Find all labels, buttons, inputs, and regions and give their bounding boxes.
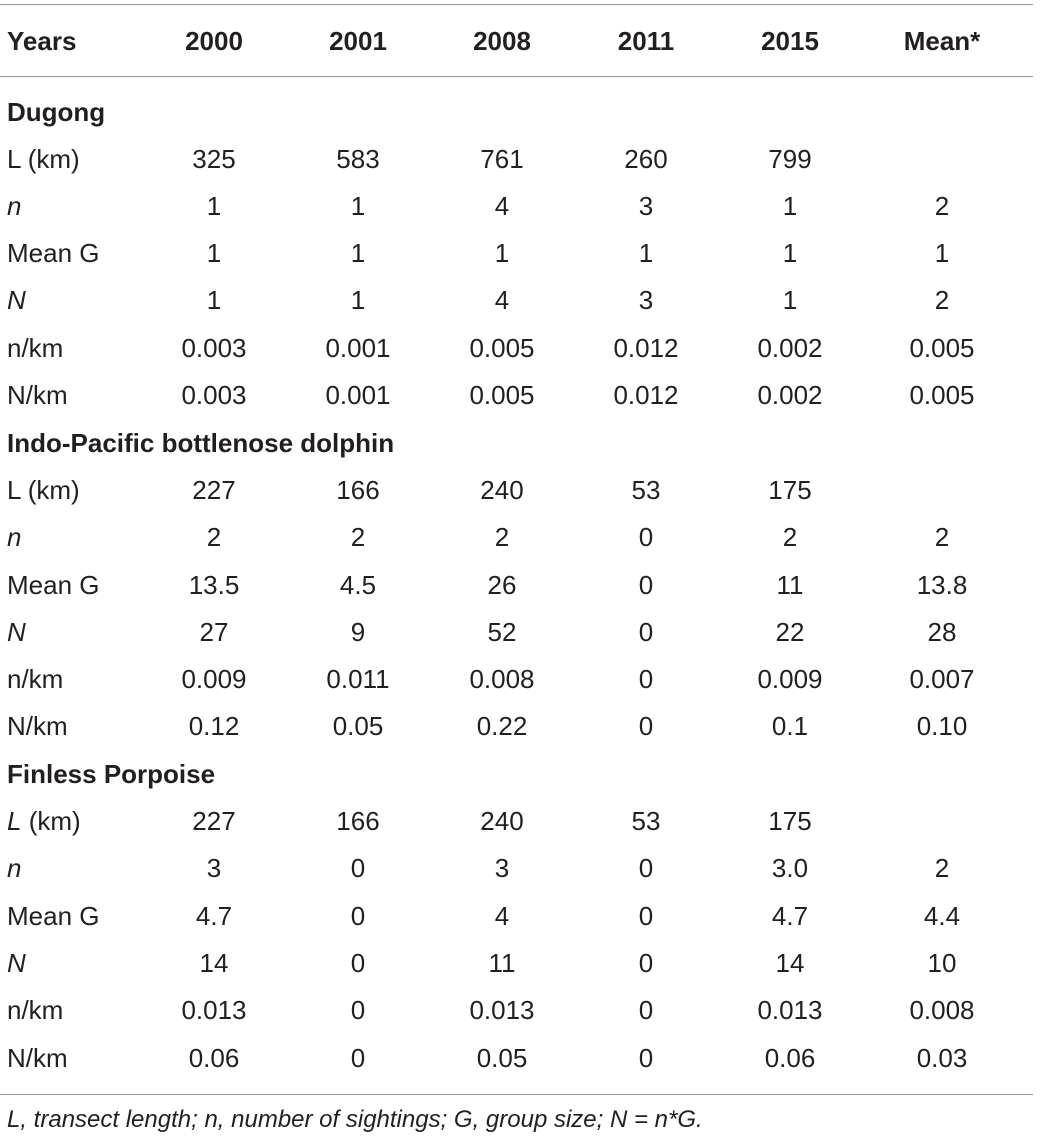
section-title-row [0, 751, 1033, 798]
header-mean: Mean* [903, 26, 981, 56]
table-cell: 0.013 [469, 995, 535, 1025]
section-title: Indo-Pacific bottlenose dolphin [7, 428, 395, 458]
table-cell: 0.22 [476, 711, 528, 741]
table-cell: 13.5 [188, 570, 240, 600]
table-cell: 583 [336, 144, 380, 174]
table-cell: 166 [336, 475, 380, 505]
table-cell: 0.005 [909, 333, 975, 363]
table-row [0, 325, 1033, 372]
table-cell: 0 [638, 617, 654, 647]
table-footnote: L, transect length; n, number of sightings; G, group size; N = n*G. [7, 1106, 703, 1133]
row-label: n/km [7, 995, 64, 1025]
row-label: Mean G [7, 570, 100, 600]
row-label: Mean G [7, 901, 100, 931]
table-cell: 1 [782, 191, 798, 221]
table-cell: 1 [782, 238, 798, 268]
table-cell: 3 [638, 285, 654, 315]
table-cell [872, 136, 1012, 183]
table-cell: 2 [350, 522, 366, 552]
table-cell: 0.06 [188, 1043, 240, 1073]
table-row [0, 940, 1033, 987]
table-cell: 3.0 [771, 853, 809, 883]
table-cell: 0.007 [909, 664, 975, 694]
table-cell: 0.003 [181, 333, 247, 363]
table-cell: 0.011 [326, 664, 390, 694]
table-cell: 0.002 [757, 333, 823, 363]
section-title-row [0, 89, 1033, 136]
table-cell: 1 [782, 285, 798, 315]
table-row [0, 798, 1033, 845]
table-cell: 2 [206, 522, 222, 552]
row-label: N [7, 948, 26, 978]
table-cell: 0.12 [188, 711, 240, 741]
table-cell: 4.4 [923, 901, 961, 931]
header-rule [0, 76, 1033, 77]
table-row [0, 845, 1033, 892]
table-cell: 1 [934, 238, 950, 268]
table-cell: 0.001 [325, 333, 391, 363]
table-cell: 0.008 [469, 664, 535, 694]
table-cell: 1 [206, 238, 222, 268]
table-cell: 0 [350, 853, 366, 883]
table-cell: 22 [775, 617, 805, 647]
section-title: Dugong [7, 97, 106, 127]
header-2001: 2001 [329, 26, 387, 56]
table-cell: 3 [206, 853, 222, 883]
row-label-symbol: L [7, 806, 22, 836]
table-row [0, 562, 1033, 609]
table-cell: 166 [336, 806, 380, 836]
table-cell: 3 [494, 853, 510, 883]
table-cell: 0.05 [476, 1043, 528, 1073]
table-cell: 2 [934, 191, 950, 221]
table-row [0, 372, 1033, 419]
table-cell: 1 [350, 191, 366, 221]
table-cell: 227 [192, 475, 236, 505]
table-cell: 175 [768, 806, 812, 836]
section-title-row [0, 420, 1033, 467]
table-cell: 761 [480, 144, 524, 174]
table-cell: 175 [768, 475, 812, 505]
table-cell: 1 [206, 191, 222, 221]
row-label: n [7, 522, 22, 552]
table-row [0, 1035, 1033, 1082]
table-cell: 240 [480, 475, 524, 505]
table-cell: 0 [638, 522, 654, 552]
table-cell: 0.1 [771, 711, 809, 741]
row-label: N/km [7, 1043, 68, 1073]
table-cell: 4.7 [195, 901, 233, 931]
table-cell [872, 798, 1012, 845]
table-cell: 799 [768, 144, 812, 174]
table-row [0, 467, 1033, 514]
table-cell: 28 [927, 617, 957, 647]
row-label: n [7, 191, 22, 221]
table-cell: 2 [494, 522, 510, 552]
bottom-rule [0, 1094, 1033, 1095]
table-cell: 0 [350, 995, 366, 1025]
header-2011: 2011 [617, 26, 675, 56]
table-cell: 0.009 [757, 664, 823, 694]
table-cell: 0 [638, 901, 654, 931]
table-cell: 0 [638, 664, 654, 694]
table-cell: 0.013 [757, 995, 823, 1025]
row-label: n/km [7, 333, 64, 363]
table-cell: 2 [934, 853, 950, 883]
table-cell: 52 [487, 617, 517, 647]
table-cell: 4 [494, 285, 510, 315]
table-cell: 14 [199, 948, 229, 978]
table-cell: 0 [350, 901, 366, 931]
table-cell: 0 [638, 995, 654, 1025]
row-label-unit: (km) [21, 806, 81, 836]
table-cell: 0 [638, 711, 654, 741]
table-row [0, 514, 1033, 561]
table-cell: 0.03 [916, 1043, 968, 1073]
row-label: N [7, 285, 26, 315]
table-cell: 0 [350, 1043, 366, 1073]
row-label [7, 798, 81, 845]
table-row [0, 656, 1033, 703]
table-cell: 1 [494, 238, 510, 268]
top-rule [0, 4, 1033, 5]
row-label: L (km) [7, 475, 80, 505]
header-2015: 2015 [761, 26, 819, 56]
table-cell: 0 [638, 570, 654, 600]
table-cell: 0 [638, 853, 654, 883]
table-row [0, 609, 1033, 656]
table-cell: 260 [624, 144, 668, 174]
table-row [0, 230, 1033, 277]
table-cell: 240 [480, 806, 524, 836]
table-cell: 10 [927, 948, 957, 978]
header-years: Years [7, 26, 77, 56]
table-cell: 4 [494, 191, 510, 221]
table-cell: 1 [638, 238, 654, 268]
table-cell: 0.05 [332, 711, 384, 741]
table-cell: 13.8 [916, 570, 968, 600]
table-cell: 0.001 [325, 380, 391, 410]
table-cell: 4.5 [339, 570, 377, 600]
header-2000: 2000 [185, 26, 243, 56]
table-cell: 0.005 [909, 380, 975, 410]
table-cell: 53 [631, 475, 661, 505]
table-cell: 53 [631, 806, 661, 836]
table-cell: 0.008 [909, 995, 975, 1025]
table-cell: 26 [487, 570, 517, 600]
table-cell: 4 [494, 901, 510, 931]
table-cell: 1 [206, 285, 222, 315]
table-cell: 11 [488, 948, 516, 978]
section-title: Finless Porpoise [7, 759, 216, 789]
table-cell: 0 [638, 948, 654, 978]
table-row [0, 987, 1033, 1034]
table-cell: 2 [782, 522, 798, 552]
table-row [0, 136, 1033, 183]
table-cell [872, 467, 1012, 514]
row-label: Mean G [7, 238, 100, 268]
table-row [0, 277, 1033, 324]
table-cell: 0.013 [181, 995, 247, 1025]
table-cell: 0.003 [181, 380, 247, 410]
row-label: L (km) [7, 144, 80, 174]
row-label: n/km [7, 664, 64, 694]
table-cell: 0.012 [613, 380, 679, 410]
table-cell: 0 [350, 948, 366, 978]
table-cell: 0.012 [613, 333, 679, 363]
table-cell: 11 [776, 570, 804, 600]
table-cell: 0.005 [469, 380, 535, 410]
row-label: N/km [7, 380, 68, 410]
table-cell: 9 [350, 617, 366, 647]
row-label: n [7, 853, 22, 883]
table-cell: 0.06 [764, 1043, 816, 1073]
table-cell: 2 [934, 522, 950, 552]
table-cell: 0.009 [181, 664, 247, 694]
table-cell: 14 [775, 948, 805, 978]
table-cell: 1 [350, 285, 366, 315]
table-cell: 3 [638, 191, 654, 221]
table-cell: 227 [192, 806, 236, 836]
table-cell: 27 [199, 617, 229, 647]
table-cell: 0.10 [916, 711, 968, 741]
table-row [0, 183, 1033, 230]
table-cell: 1 [350, 238, 366, 268]
header-row [0, 18, 1033, 65]
table-cell: 0.005 [469, 333, 535, 363]
table-cell: 325 [192, 144, 236, 174]
header-2008: 2008 [473, 26, 531, 56]
row-label: N [7, 617, 26, 647]
table-row [0, 893, 1033, 940]
table-cell: 0 [638, 1043, 654, 1073]
table-cell: 2 [934, 285, 950, 315]
table-cell: 0.002 [757, 380, 823, 410]
row-label: N/km [7, 711, 68, 741]
table-row [0, 703, 1033, 750]
table-cell: 4.7 [771, 901, 809, 931]
